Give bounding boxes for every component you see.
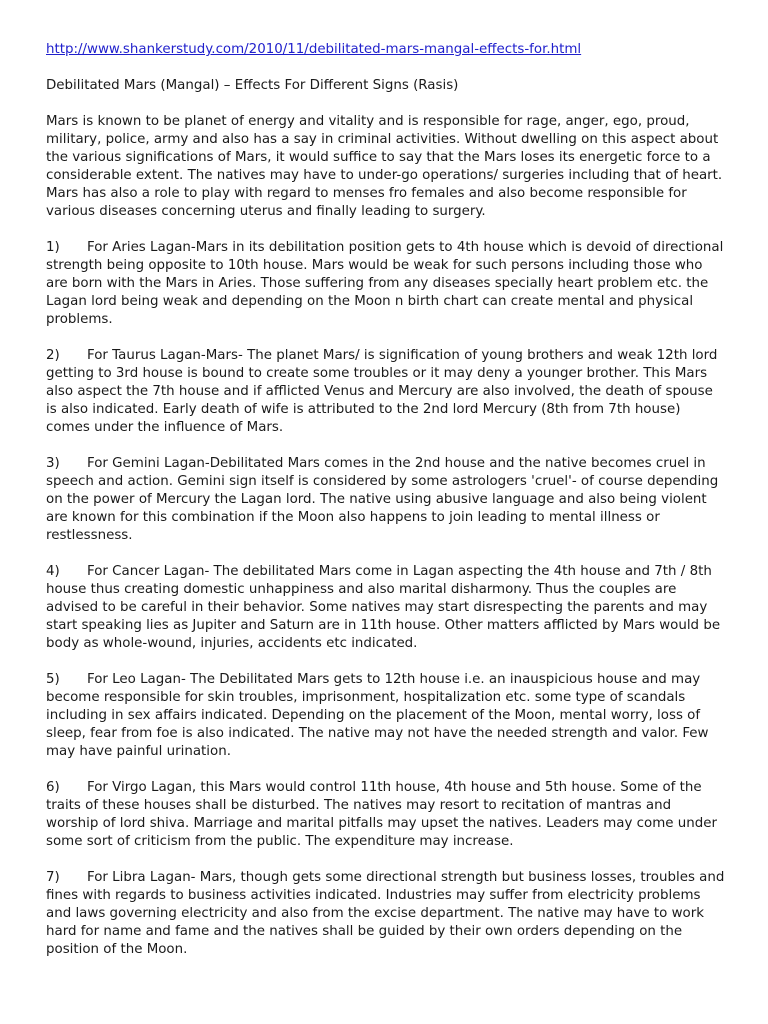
item-taurus bbox=[46, 347, 726, 437]
item-number: 3) bbox=[46, 456, 60, 471]
item-leo bbox=[46, 671, 726, 761]
item-number: 7) bbox=[46, 870, 60, 885]
item-number: 6) bbox=[46, 780, 60, 795]
item-aries bbox=[46, 239, 726, 329]
source-link[interactable]: http://www.shankerstudy.com/2010/11/debilitated-mars-mangal-effects-for.html bbox=[46, 42, 582, 57]
document-page bbox=[46, 41, 726, 977]
document-title: Debilitated Mars (Mangal) – Effects For Different Signs (Rasis) bbox=[46, 78, 459, 93]
item-text: For Gemini Lagan-Debilitated Mars comes in the 2nd house and the native becomes cruel in speech and action. Gemini sign itself is considered by some astrologers 'cruel'- of course depending on the power of Mercury the Lagan lord. The native using abusive language and also being violent are known for this combination if the Moon also happens to join leading to mental illness or restlessness. bbox=[46, 456, 719, 543]
item-number: 2) bbox=[46, 348, 60, 363]
item-text: For Taurus Lagan-Mars- The planet Mars/ is signification of young brothers and weak 12th lord getting to 3rd house is bound to create some troubles or it may deny a younger brother. This Mars also aspect the 7th house and if afflicted Venus and Mercury are also involved, the death of spouse is also indicated. Early death of wife is attributed to the 2nd lord Mercury (8th from 7th house) comes under the influence of Mars. bbox=[46, 348, 718, 435]
intro-paragraph: Mars is known to be planet of energy and vitality and is responsible for rage, anger, ego, proud, military, police, army and also has a say in criminal activities. Without dwelling on this aspect about the various significations of Mars, it would suffice to say that the Mars loses its energetic force to a considerable extent. The natives may have to under-go operations/ surgeries including that of heart. Mars has also a role to play with regard to menses fro females and also become responsible for various diseases concerning uterus and finally leading to surgery. bbox=[46, 114, 723, 219]
item-text: For Aries Lagan-Mars in its debilitation position gets to 4th house which is devoid of directional strength being opposite to 10th house. Mars would be weak for such persons including those who are born with the Mars in Aries. Those suffering from any diseases specially heart problem etc. the Lagan lord being weak and depending on the Moon n birth chart can create mental and physical problems. bbox=[46, 240, 724, 327]
item-virgo bbox=[46, 779, 726, 851]
item-libra bbox=[46, 869, 726, 959]
item-gemini bbox=[46, 455, 726, 545]
item-text: For Libra Lagan- Mars, though gets some directional strength but business losses, troubles and fines with regards to business activities indicated. Industries may suffer from electricity problems and laws governing electricity and also from the excise department. The native may have to work hard for name and fame and the natives shall be guided by their own orders depending on the position of the Moon. bbox=[46, 870, 725, 957]
item-number: 5) bbox=[46, 672, 60, 687]
item-text: For Cancer Lagan- The debilitated Mars come in Lagan aspecting the 4th house and 7th / 8th house thus creating domestic unhappiness and also marital disharmony. Thus the couples are advised to be careful in their behavior. Some natives may start disrespecting the parents and may start speaking lies as Jupiter and Saturn are in 11th house. Other matters afflicted by Mars would be body as whole-wound, injuries, accidents etc indicated. bbox=[46, 564, 721, 651]
item-text: For Leo Lagan- The Debilitated Mars gets to 12th house i.e. an inauspicious house and may become responsible for skin troubles, imprisonment, hospitalization etc. some type of scandals including in sex affairs indicated. Depending on the placement of the Moon, mental worry, loss of sleep, fear from foe is also indicated. The native may not have the needed strength and valor. Few may have painful urination. bbox=[46, 672, 709, 759]
item-text: For Virgo Lagan, this Mars would control 11th house, 4th house and 5th house. Some of the traits of these houses shall be disturbed. The natives may resort to recitation of mantras and worship of lord shiva. Marriage and marital pitfalls may upset the natives. Leaders may come under some sort of criticism from the public. The expenditure may increase. bbox=[46, 780, 717, 849]
item-number: 1) bbox=[46, 240, 60, 255]
item-number: 4) bbox=[46, 564, 60, 579]
item-cancer bbox=[46, 563, 726, 653]
